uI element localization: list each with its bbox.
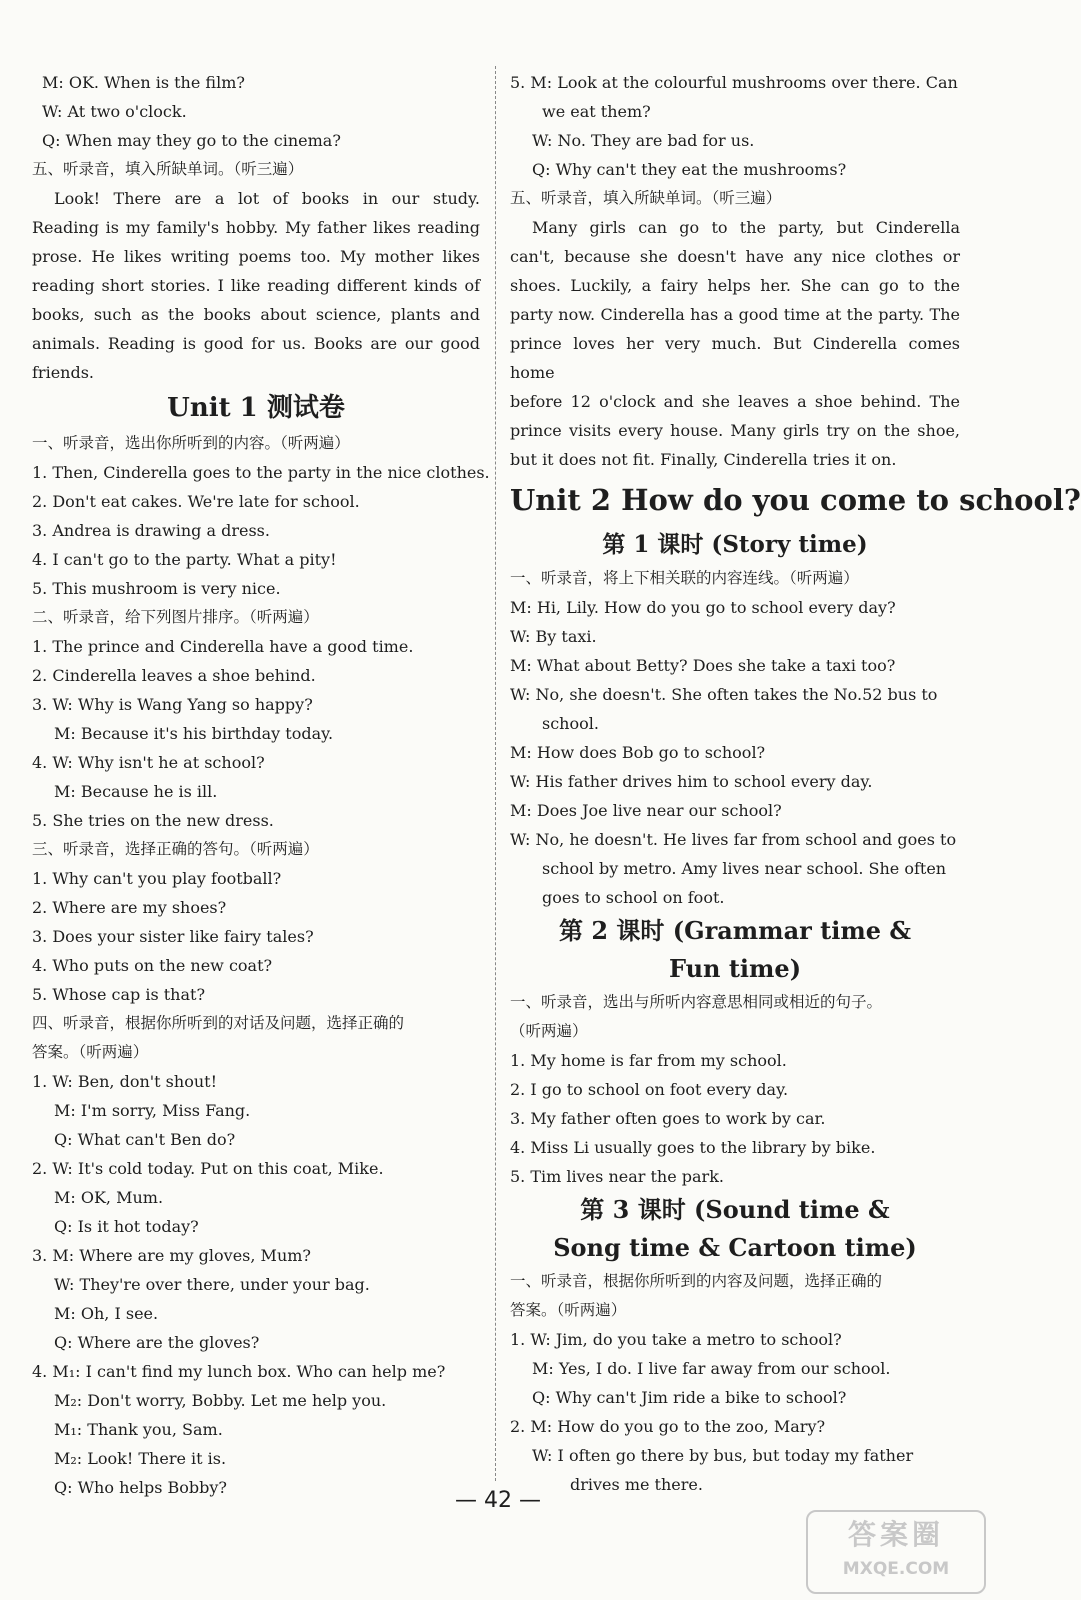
list-item: 1. Then, Cinderella goes to the party in the nice clothes. [32,463,490,482]
page-number: — 42 — [455,1488,541,1513]
list-item: M₁: Thank you, Sam. [54,1420,223,1439]
left-column [32,68,490,1502]
list-item: 3. M: Where are my gloves, Mum? [32,1246,311,1265]
lesson-title: 第 3 课时 (Sound time & [580,1195,890,1224]
list-item: M: OK, Mum. [54,1188,164,1207]
list-item: M₂: Look! There it is. [54,1449,227,1468]
list-item: drives me there. [570,1475,703,1494]
passage-line: party now. Cinderella has a good time at the party. The [510,305,960,324]
list-item: 2. M: How do you go to the zoo, Mary? [510,1417,826,1436]
dialogue-line: school. [542,714,599,733]
lesson-title: 第 1 课时 (Story time) [602,531,868,558]
dialogue-line: W: By taxi. [510,627,597,646]
passage-line: Look! There are a lot of books in our study. [54,189,480,208]
dialogue-line: M: What about Betty? Does she take a taxi too? [510,656,896,675]
section-heading: 二、听录音，给下列图片排序。（听两遍） [32,608,319,626]
list-item: 3. My father often goes to work by car. [510,1109,826,1128]
dialogue-line: M: Hi, Lily. How do you go to school every day? [510,598,896,617]
passage-line: prince loves her very much. But Cinderella comes home [510,334,960,382]
list-item: M₂: Don't worry, Bobby. Let me help you. [54,1391,387,1410]
list-item: M: Oh, I see. [54,1304,159,1323]
list-item: 5. She tries on the new dress. [32,811,274,830]
list-item: Q: Where are the gloves? [54,1333,260,1352]
list-item: 4. Miss Li usually goes to the library by bike. [510,1138,876,1157]
list-item: W: I often go there by bus, but today my father [532,1446,914,1465]
dialogue-line: M: How does Bob go to school? [510,743,766,762]
list-item: 2. Where are my shoes? [32,898,227,917]
right-column [510,68,1081,1499]
list-item: M: Because he is ill. [54,782,218,801]
dialogue-line: Q: When may they go to the cinema? [42,131,341,150]
list-item: Q: Why can't Jim ride a bike to school? [532,1388,847,1407]
section-heading: 三、听录音，选择正确的答句。（听两遍） [32,840,319,858]
dialogue-line: goes to school on foot. [542,888,725,907]
section-heading: 一、听录音，选出与所听内容意思相同或相近的句子。 [510,993,883,1011]
section-heading: 四、听录音，根据你所听到的对话及问题，选择正确的 [32,1014,405,1032]
list-item: 4. Who puts on the new coat? [32,956,273,975]
list-item: M: Because it's his birthday today. [54,724,334,743]
list-item: 5. This mushroom is very nice. [32,579,281,598]
passage-line: reading short stories. I like reading different kinds of [32,276,480,295]
list-item: 1. The prince and Cinderella have a good time. [32,637,414,656]
list-item: we eat them? [542,102,651,121]
list-item: 1. My home is far from my school. [510,1051,787,1070]
passage-line: but it does not fit. Finally, Cinderella tries it on. [510,450,897,469]
list-item: 2. Don't eat cakes. We're late for school. [32,492,360,511]
list-item: 2. W: It's cold today. Put on this coat, Mike. [32,1159,384,1178]
watermark-url: MXQE.COM [842,1559,950,1579]
dialogue-line: W: At two o'clock. [42,102,187,121]
list-item: 3. Does your sister like fairy tales? [32,927,314,946]
unit-heading: Unit 1 测试卷 [167,393,345,423]
passage-line: can't, because she doesn't have any nice clothes or [510,247,960,266]
list-item: 5. Whose cap is that? [32,985,206,1004]
section-heading: 一、听录音，选出你所听到的内容。（听两遍） [32,434,350,452]
list-item: 5. Tim lives near the park. [510,1167,724,1186]
list-item: M: I'm sorry, Miss Fang. [54,1101,251,1120]
section-heading: 答案。（听两遍） [32,1043,149,1061]
passage-line: friends. [32,363,94,382]
section-heading: 答案。（听两遍） [510,1301,627,1319]
lesson-title: Song time & Cartoon time) [553,1233,917,1262]
list-item: W: They're over there, under your bag. [54,1275,370,1294]
list-item: 4. M₁: I can't find my lunch box. Who can help me? [32,1362,446,1381]
dialogue-line: W: His father drives him to school every day. [510,772,873,791]
section-heading: 一、听录音，根据你所听到的内容及问题，选择正确的 [510,1272,883,1290]
list-item: 1. Why can't you play football? [32,869,282,888]
list-item: 3. W: Why is Wang Yang so happy? [32,695,313,714]
unit-title: Unit 2 How do you come to school? [510,483,1081,517]
list-item: 1. W: Ben, don't shout! [32,1072,217,1091]
lesson-title: Fun time) [668,954,802,983]
passage-line: animals. Reading is good for us. Books are our good [32,334,480,353]
list-item: 4. W: Why isn't he at school? [32,753,265,772]
list-item: M: Yes, I do. I live far away from our school. [532,1359,891,1378]
list-item: Q: What can't Ben do? [54,1130,236,1149]
list-item: W: No. They are bad for us. [532,131,755,150]
section-heading: 五、听录音，填入所缺单词。（听三遍） [510,189,782,207]
list-item: 2. Cinderella leaves a shoe behind. [32,666,316,685]
list-item: Q: Is it hot today? [54,1217,199,1236]
dialogue-line: W: No, he doesn't. He lives far from school and goes to [510,830,957,849]
lesson-title: 第 2 课时 (Grammar time & [558,916,912,945]
list-item: Q: Why can't they eat the mushrooms? [532,160,847,179]
watermark-logo [806,1510,986,1594]
list-item: 4. I can't go to the party. What a pity! [32,550,337,569]
dialogue-line: M: Does Joe live near our school? [510,801,782,820]
list-item: Q: Who helps Bobby? [54,1478,227,1497]
section-heading: （听两遍） [510,1022,588,1040]
dialogue-line: W: No, she doesn't. She often takes the No.52 bus to [510,685,938,704]
list-item: 3. Andrea is drawing a dress. [32,521,270,540]
dialogue-line: M: OK. When is the film? [42,73,245,92]
section-heading: 一、听录音，将上下相关联的内容连线。（听两遍） [510,569,859,587]
passage-line: prose. He likes writing poems too. My mother likes [32,247,480,266]
dialogue-line: school by metro. Amy lives near school. She often [542,859,947,878]
passage-line: before 12 o'clock and she leaves a shoe behind. The [510,392,960,411]
column-divider [495,66,496,1481]
watermark-text: 答案圈 [847,1518,944,1551]
section-heading: 五、听录音，填入所缺单词。（听三遍） [32,160,304,178]
passage-line: Many girls can go to the party, but Cinderella [532,218,960,237]
passage-line: prince visits every house. Many girls try on the shoe, [510,421,960,440]
list-item: 1. W: Jim, do you take a metro to school? [510,1330,842,1349]
list-item: 2. I go to school on foot every day. [510,1080,789,1099]
passage-line: shoes. Luckily, a fairy helps her. She can go to the [510,276,960,295]
passage-line: Reading is my family's hobby. My father likes reading [32,218,480,237]
list-item: 5. M: Look at the colourful mushrooms over there. Can [510,73,958,92]
passage-line: books, such as the books about science, plants and [32,305,480,324]
